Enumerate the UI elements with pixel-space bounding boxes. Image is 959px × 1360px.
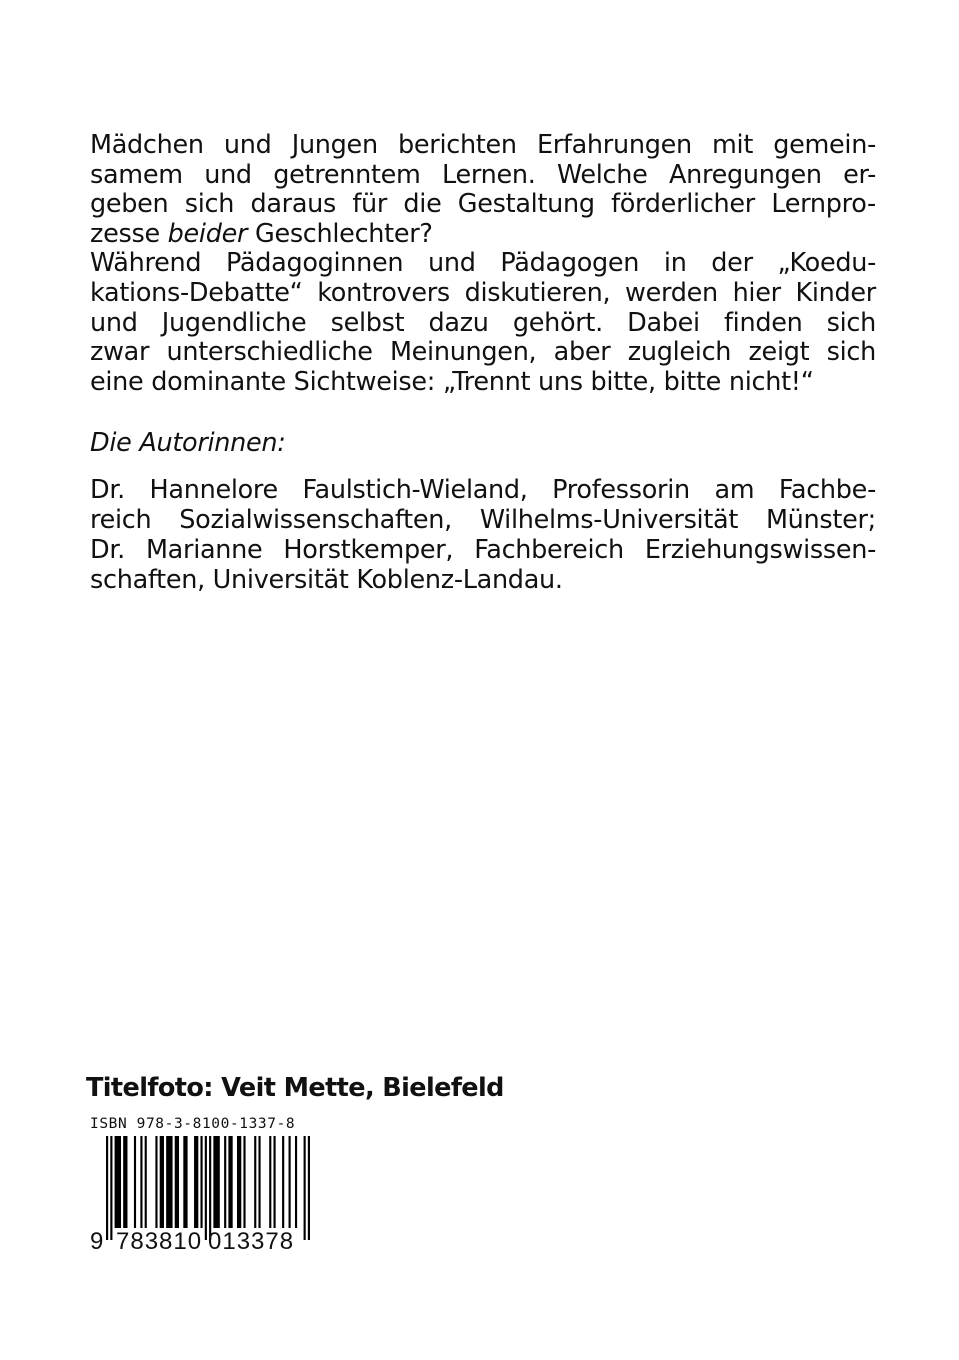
- barcode-bar: [205, 1136, 207, 1240]
- barcode-bar: [273, 1136, 275, 1228]
- word: reich: [90, 505, 152, 535]
- word: Pädagogen: [500, 248, 640, 279]
- word: zugleich: [627, 337, 732, 368]
- authors-line-1: [90, 475, 876, 505]
- barcode-bar: [155, 1136, 157, 1228]
- barcode-digits-right: 013378: [208, 1228, 295, 1255]
- word: zwar: [90, 337, 150, 368]
- word: Lernpro-: [771, 189, 876, 220]
- blurb-line-4-prefix: zesse: [90, 218, 168, 249]
- word: zeigt: [748, 337, 810, 368]
- barcode-digits-left: 783810: [116, 1228, 203, 1255]
- word: kontrovers: [317, 277, 450, 308]
- barcode-bar: [243, 1136, 245, 1228]
- barcode-bar: [145, 1136, 147, 1228]
- blurb-line-2: [90, 161, 876, 191]
- word: samem: [90, 159, 183, 190]
- word: „Koedu-: [777, 248, 876, 279]
- barcode-bar: [166, 1136, 172, 1228]
- word: Meinungen,: [389, 337, 537, 368]
- isbn-label: ISBN 978-3-8100-1337-8: [90, 1116, 296, 1132]
- barcode-bar: [123, 1136, 127, 1228]
- blurb-para2-last: eine dominante Sichtweise: „Trennt uns bitte, bitte nicht!“: [90, 366, 814, 397]
- blurb-para2-line-3: [90, 309, 876, 339]
- word: Jugendliche: [161, 307, 307, 338]
- word: berichten: [397, 130, 517, 160]
- blurb-para2-line-4: [90, 338, 876, 368]
- word: Wilhelms-Universität: [479, 505, 739, 535]
- word: und: [223, 130, 272, 160]
- barcode-bar: [258, 1136, 260, 1228]
- blurb-line-4: [90, 220, 876, 250]
- barcode-bar: [237, 1136, 241, 1228]
- isbn-barcode: [106, 1136, 310, 1240]
- word: sich: [826, 307, 876, 338]
- barcode-bar: [289, 1136, 291, 1228]
- word: Anregungen: [668, 159, 822, 190]
- word: Gestaltung: [457, 189, 595, 220]
- barcode-bar: [110, 1136, 112, 1240]
- word: Fachbe-: [778, 475, 876, 505]
- photo-credit: Titelfoto: Veit Mette, Bielefeld: [86, 1073, 504, 1103]
- word: Jungen: [291, 130, 378, 160]
- barcode-bar: [269, 1136, 271, 1228]
- word: finden: [724, 307, 803, 338]
- word: gehört.: [512, 307, 603, 338]
- barcode-bar: [115, 1136, 121, 1228]
- word: Erziehungswissen-: [644, 535, 876, 565]
- barcode-bar: [308, 1136, 310, 1240]
- word: Sozialwissenschaften,: [179, 505, 452, 535]
- blurb-para2-line-1: [90, 249, 876, 279]
- barcode-bar: [140, 1136, 142, 1228]
- barcode-bar: [200, 1136, 202, 1228]
- barcode-bar: [194, 1136, 198, 1228]
- barcode-bar: [106, 1136, 108, 1240]
- word: Dabei: [627, 307, 700, 338]
- barcode-bar: [295, 1136, 297, 1228]
- word: Mädchen: [90, 130, 204, 160]
- word: hier: [732, 277, 781, 308]
- barcode-bar: [183, 1136, 187, 1228]
- authors-last: schaften, Universität Koblenz-Landau.: [90, 565, 563, 595]
- word: Pädagoginnen: [225, 248, 404, 279]
- word: Während: [90, 248, 202, 279]
- word: am: [714, 475, 755, 505]
- blurb-line-4-suffix: Geschlechter?: [247, 218, 433, 249]
- word: Hannelore: [149, 475, 278, 505]
- blurb-line-1: [90, 131, 876, 161]
- word: in: [663, 248, 687, 279]
- word: getrenntem: [273, 159, 421, 190]
- word: er-: [843, 159, 876, 190]
- word: sich: [184, 189, 235, 220]
- word: Professorin: [552, 475, 690, 505]
- word: unterschiedliche: [166, 337, 373, 368]
- word: Welche: [556, 159, 648, 190]
- word: Erfahrungen: [536, 130, 692, 160]
- blurb-text: [90, 131, 876, 397]
- authors-heading: Die Autorinnen:: [90, 428, 286, 458]
- word: die: [403, 189, 442, 220]
- word: und: [204, 159, 252, 190]
- word: aber: [553, 337, 611, 368]
- word: geben: [90, 189, 169, 220]
- barcode-bar: [304, 1136, 306, 1240]
- barcode-bar: [160, 1136, 164, 1228]
- word: daraus: [250, 189, 337, 220]
- word: für: [352, 189, 388, 220]
- authors-line-2: [90, 505, 876, 535]
- barcode-bar: [282, 1136, 284, 1228]
- word: Dr.: [90, 475, 125, 505]
- barcode-bar: [134, 1136, 136, 1228]
- word: sich: [826, 337, 876, 368]
- barcode-bar: [213, 1136, 219, 1228]
- authors-line-3: [90, 535, 876, 565]
- barcode-bar: [254, 1136, 256, 1228]
- word: diskutieren,: [464, 277, 611, 308]
- word: dazu: [428, 307, 489, 338]
- word: selbst: [330, 307, 405, 338]
- barcode-bar: [224, 1136, 226, 1228]
- word: Marianne: [145, 535, 263, 565]
- word: werden: [625, 277, 718, 308]
- word: kations-Debatte“: [90, 277, 303, 308]
- barcode-bar: [209, 1136, 211, 1240]
- word: gemein-: [773, 130, 876, 160]
- barcode-bar: [228, 1136, 232, 1228]
- blurb-italic-word: beider: [167, 218, 248, 249]
- authors-text: [90, 475, 876, 595]
- blurb-para2-line-2: [90, 279, 876, 309]
- blurb-line-3: [90, 190, 876, 220]
- word: und: [90, 307, 138, 338]
- word: Lernen.: [442, 159, 536, 190]
- word: Faulstich-Wieland,: [302, 475, 528, 505]
- barcode-digit-first: 9: [90, 1228, 105, 1255]
- word: Münster;: [765, 505, 876, 535]
- word: Fachbereich: [474, 535, 624, 565]
- word: mit: [712, 130, 754, 160]
- word: Horstkemper,: [283, 535, 454, 565]
- word: der: [711, 248, 753, 279]
- word: förderlicher: [611, 189, 755, 220]
- barcode-bar: [175, 1136, 179, 1228]
- word: Kinder: [795, 277, 876, 308]
- word: Dr.: [90, 535, 125, 565]
- word: und: [428, 248, 476, 279]
